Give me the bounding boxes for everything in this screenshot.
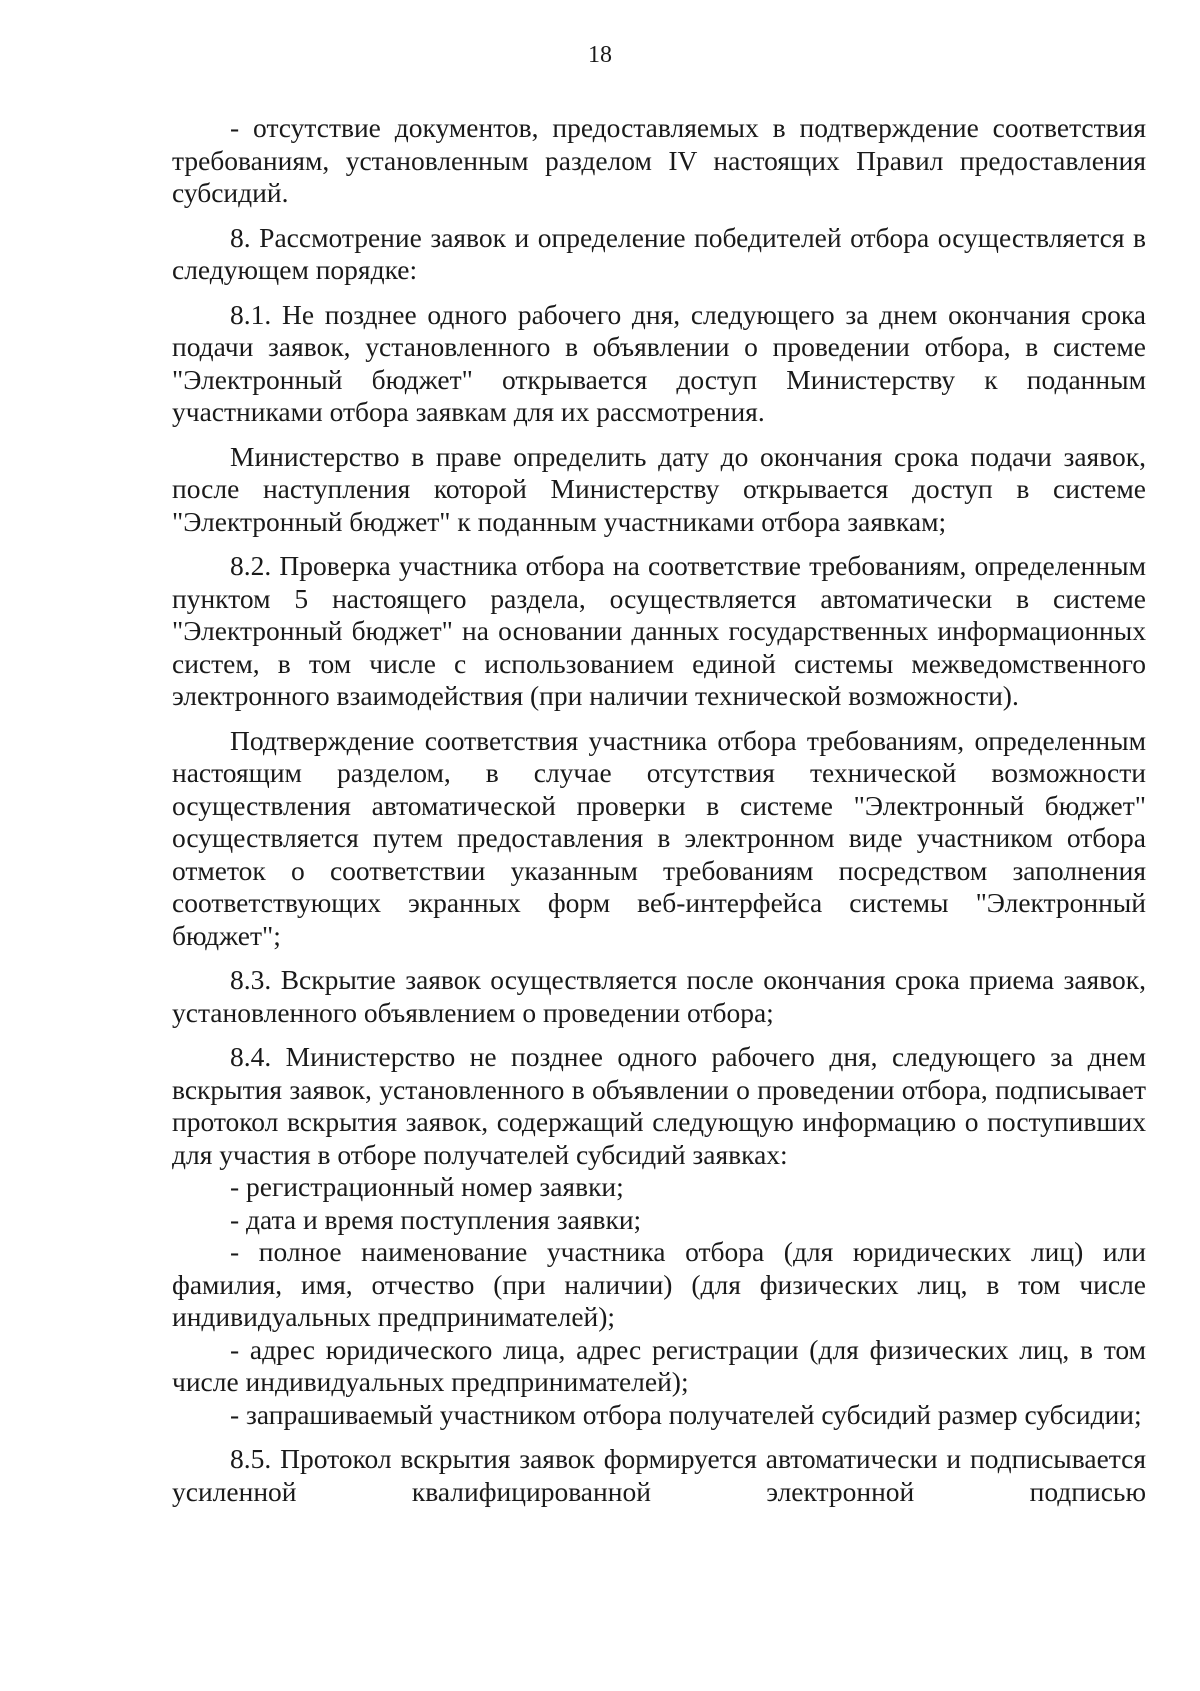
paragraph-missing-documents: - отсутствие документов, предоставляемых в подтверждение соответствия требованиям, установленным разделом IV настоящих Правил предоставления субсидий. [172, 112, 1146, 208]
paragraph-confirmation: Подтверждение соответствия участника отбора требованиям, определенным настоящим разделом, в случае отсутствия технической возможности осуществления автоматической проверки в системе "Электронный бюджет" осуществляется путем предоставления в электронном виде участником отбора отметок о соответствии указанным требованиям посредством заполнения соответствующих экранных форм веб-интерфейса системы "Электронный бюджет"; [172, 724, 1146, 951]
list-item-subsidy-amount: - запрашиваемый участником отбора получателей субсидий размер субсидии; [230, 1398, 1142, 1430]
paragraph-8-4: 8.4. Министерство не позднее одного рабочего дня, следующего за днем вскрытия заявок, установленного в объявлении о проведении отбора, подписывает протокол вскрытия заявок, содержащий следующую информацию о поступивших для участия в отборе получателей субсидий заявках: [172, 1041, 1146, 1170]
paragraph-8-2: 8.2. Проверка участника отбора на соответствие требованиям, определенным пунктом 5 настоящего раздела, осуществляется автоматически в системе "Электронный бюджет" на основании данных государственных информационных систем, в том числе с использованием единой системы межведомственного электронного взаимодействия (при наличии технической возможности). [172, 550, 1146, 711]
page-number: 18 [588, 42, 612, 68]
list-item-registration-number: - регистрационный номер заявки; [230, 1171, 624, 1202]
list-item-full-name: - полное наименование участника отбора (для юридических лиц) или фамилия, имя, отчество (при наличии) (для физических лиц, в том числе индивидуальных предпринимателей); [172, 1236, 1146, 1332]
list-item-date-time: - дата и время поступления заявки; [230, 1203, 642, 1235]
paragraph-8-1: 8.1. Не позднее одного рабочего дня, следующего за днем окончания срока подачи заявок, установленного в объявлении о проведении отбора, в системе "Электронный бюджет" открывается доступ Министерству к поданным участниками отбора заявкам для их рассмотрения. [172, 298, 1146, 427]
paragraph-8-5: 8.5. Протокол вскрытия заявок формируется автоматически и подписывается усиленной квалифицированной электронной подписью [172, 1443, 1146, 1507]
list-item-address: - адрес юридического лица, адрес регистрации (для физических лиц, в том числе индивидуальных предпринимателей); [172, 1333, 1146, 1397]
document-body [172, 112, 1146, 1520]
paragraph-ministry-date: Министерство в праве определить дату до окончания срока подачи заявок, после наступления которой Министерству открывается доступ в системе "Электронный бюджет" к поданным участниками отбора заявкам; [172, 440, 1146, 537]
paragraph-8-3: 8.3. Вскрытие заявок осуществляется после окончания срока приема заявок, установленного объявлением о проведении отбора; [172, 964, 1146, 1028]
paragraph-8: 8. Рассмотрение заявок и определение победителей отбора осуществляется в следующем порядке: [172, 221, 1146, 285]
